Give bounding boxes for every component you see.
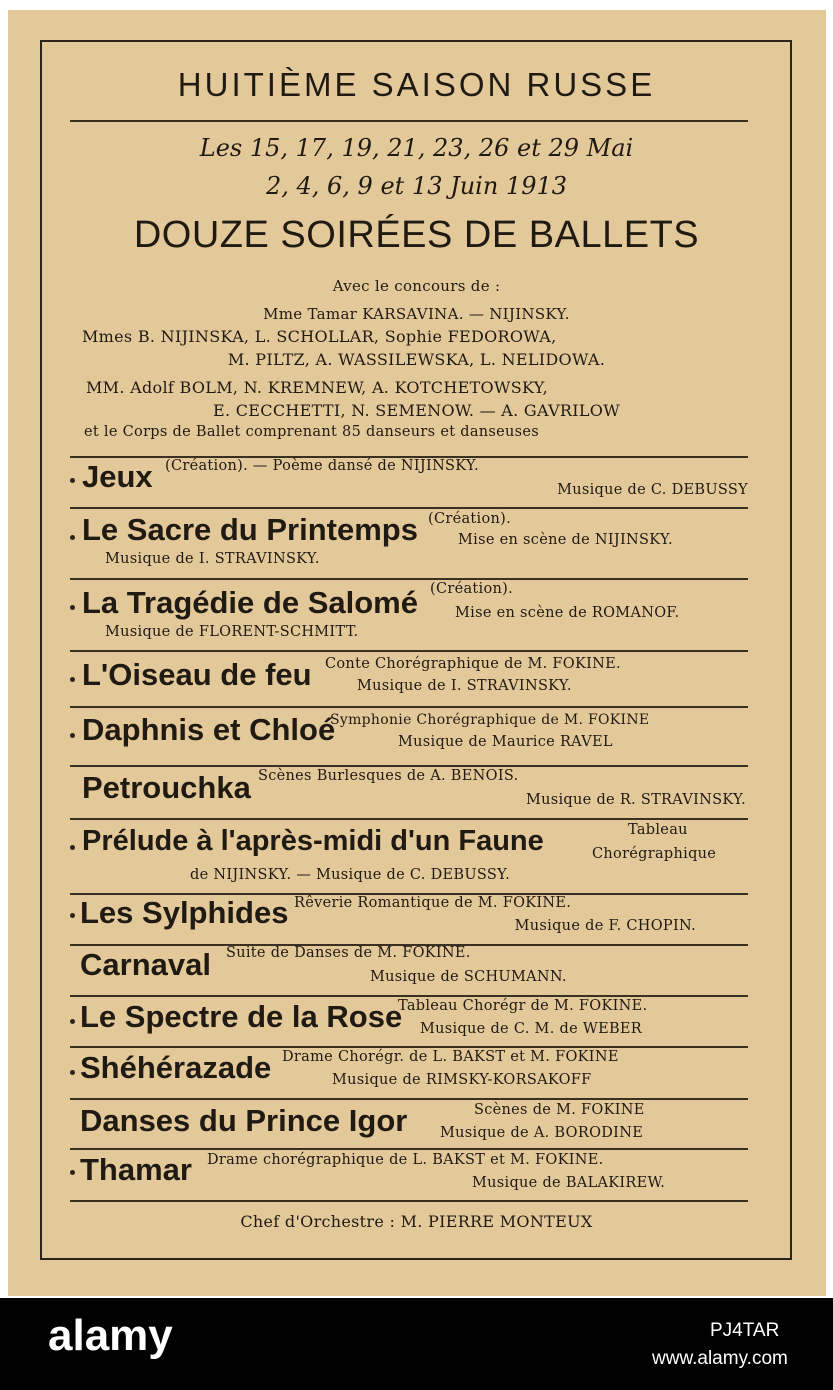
divider (70, 818, 748, 820)
main-title: DOUZE SOIRÉES DE BALLETS (133, 214, 700, 256)
ballet-music: Musique de Maurice RAVEL (398, 734, 613, 750)
ballet-title: Shéhérazade (80, 1050, 272, 1085)
ballet-music: Musique de SCHUMANN. (370, 969, 567, 985)
ballet-music: Musique de RIMSKY-KORSAKOFF (332, 1072, 592, 1088)
divider (70, 765, 748, 767)
divider (70, 1046, 748, 1048)
ballet-credit: (Création). (428, 511, 512, 527)
cast-intro: Avec le concours de : (332, 277, 501, 295)
divider (70, 1098, 748, 1100)
season-heading: HUITIÈME SAISON RUSSE (177, 66, 656, 103)
ballet-credit: Suite de Danses de M. FOKINE. (226, 945, 471, 961)
cast-line: E. CECCHETTI, N. SEMENOW. — A. GAVRILOW (213, 401, 620, 420)
ballet-credit: Mise en scène de NIJINSKY. (458, 532, 673, 548)
ballet-music: de NIJINSKY. — Musique de C. DEBUSSY. (190, 867, 510, 883)
bullet (70, 1170, 75, 1175)
ballet-title: L'Oiseau de feu (82, 657, 312, 692)
ballet-title: Jeux (82, 459, 153, 494)
divider (70, 650, 748, 652)
cast-line: Mmes B. NIJINSKA, L. SCHOLLAR, Sophie FEDOROWA, (82, 327, 557, 346)
ballet-music: Musique de C. M. de WEBER (420, 1021, 643, 1037)
bullet (70, 1070, 75, 1075)
ballet-music: Musique de I. STRAVINSKY. (357, 678, 572, 694)
bullet (70, 733, 75, 738)
header-divider (70, 120, 748, 122)
ballet-title: Prélude à l'après-midi d'un Faune (82, 825, 544, 857)
ballet-credit: Drame Chorégr. de L. BAKST et M. FOKINE (282, 1049, 619, 1065)
ballet-credit: Scènes Burlesques de A. BENOIS. (258, 768, 519, 784)
ballet-title: Carnaval (80, 947, 211, 982)
bullet (70, 677, 75, 682)
bullet (70, 913, 75, 918)
divider (70, 1148, 748, 1150)
dates-june: 2, 4, 6, 9 et 13 Juin 1913 (265, 172, 568, 200)
bullet (70, 605, 75, 610)
ballet-title: La Tragédie de Salomé (82, 585, 418, 620)
ballet-credit: Conte Chorégraphique de M. FOKINE. (325, 656, 621, 672)
ballet-credit: Mise en scène de ROMANOF. (455, 605, 680, 621)
ballet-credit: Scènes de M. FOKINE (474, 1102, 645, 1118)
ballet-music: Musique de BALAKIREW. (472, 1175, 666, 1191)
ballet-credit: Symphonie Chorégraphique de M. FOKINE (330, 712, 650, 728)
ballet-title: Les Sylphides (80, 895, 289, 930)
bullet (70, 1019, 75, 1024)
divider (70, 578, 748, 580)
cast-line: MM. Adolf BOLM, N. KREMNEW, A. KOTCHETOWSKY, (86, 378, 548, 397)
ballet-credit: Tableau (628, 822, 688, 838)
ballet-music: Musique de I. STRAVINSKY. (105, 551, 320, 567)
divider (70, 1200, 748, 1202)
ballet-music: Musique de A. BORODINE (440, 1125, 644, 1141)
ballet-music: Musique de FLORENT-SCHMITT. (105, 624, 359, 640)
ballet-credit: Rêverie Romantique de M. FOKINE. (294, 895, 572, 911)
ballet-credit: Drame chorégraphique de L. BAKST et M. FOKINE. (207, 1152, 604, 1168)
conductor-line: Chef d'Orchestre : M. PIERRE MONTEUX (240, 1212, 593, 1231)
cast-line: et le Corps de Ballet comprenant 85 danseurs et danseuses (84, 424, 540, 440)
ballet-credit: Chorégraphique (592, 846, 717, 862)
ballet-credit: Tableau Chorégr de M. FOKINE. (398, 998, 648, 1014)
divider (70, 507, 748, 509)
ballet-credit: (Création). (430, 581, 514, 597)
dates-may: Les 15, 17, 19, 21, 23, 26 et 29 Mai (199, 134, 634, 162)
ballet-music: Musique de C. DEBUSSY (557, 482, 748, 498)
ballet-title: Thamar (80, 1152, 192, 1187)
ballet-title: Daphnis et Chloé (82, 712, 336, 747)
ballet-music: Musique de F. CHOPIN. (514, 918, 696, 934)
ballet-title: Danses du Prince Igor (80, 1103, 408, 1138)
bullet (70, 478, 75, 483)
site-url: www.alamy.com (652, 1348, 788, 1369)
bullet (70, 845, 75, 850)
divider (70, 995, 748, 997)
bullet (70, 535, 75, 540)
ballet-credit: (Création). — Poème dansé de NIJINSKY. (165, 458, 479, 474)
ballet-title: Le Spectre de la Rose (80, 999, 403, 1034)
ballet-title: Le Sacre du Printemps (82, 512, 418, 547)
ballet-music: Musique de R. STRAVINSKY. (525, 792, 746, 808)
cast-line: M. PILTZ, A. WASSILEWSKA, L. NELIDOWA. (227, 350, 606, 369)
alamy-logo: alamy (48, 1311, 173, 1360)
image-code: PJ4TAR (710, 1320, 780, 1341)
divider (70, 706, 748, 708)
ballet-title: Petrouchka (82, 770, 251, 805)
cast-line: Mme Tamar KARSAVINA. — NIJINSKY. (263, 305, 570, 323)
